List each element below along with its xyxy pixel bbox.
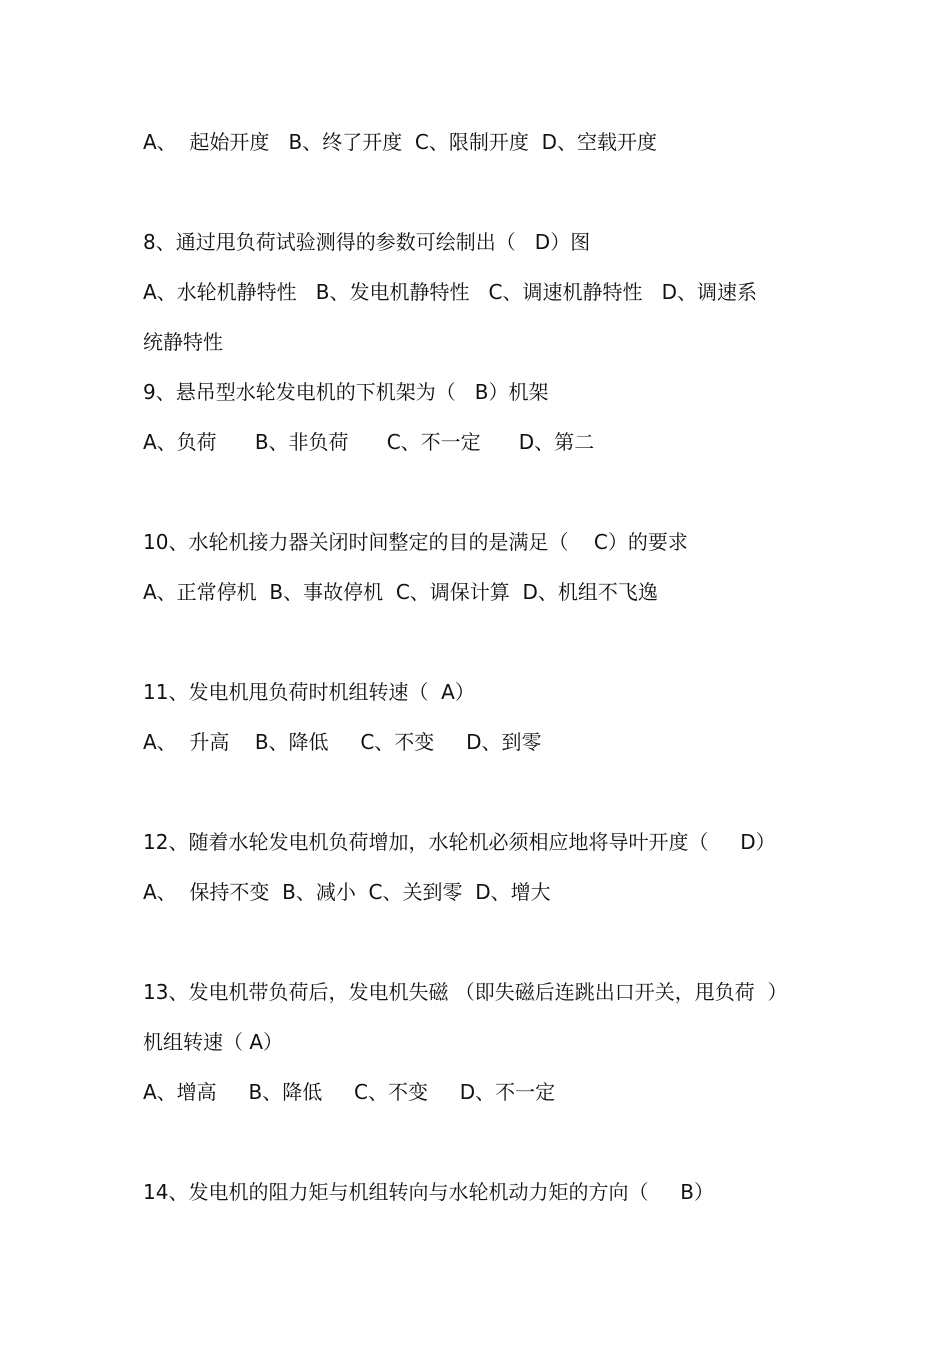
q9-options: A、负荷 B、非负荷 C、不一定 D、第二 bbox=[143, 430, 595, 454]
q9-question: 9、悬吊型水轮发电机的下机架为（ B）机架 bbox=[143, 380, 549, 404]
q8-options: A、水轮机静特性 B、发电机静特性 C、调速机静特性 D、调速系 bbox=[143, 280, 757, 304]
q13-question-continued: 机组转速（ A） bbox=[143, 1030, 284, 1054]
q10-options: A、正常停机 B、事故停机 C、调保计算 D、机组不飞逸 bbox=[143, 580, 658, 604]
q7-options: A、 起始开度 B、终了开度 C、限制开度 D、空载开度 bbox=[143, 130, 657, 154]
q11-options: A、 升高 B、降低 C、不变 D、到零 bbox=[143, 730, 542, 754]
q12-options: A、 保持不变 B、减小 C、关到零 D、增大 bbox=[143, 880, 551, 904]
q14-question: 14、发电机的阻力矩与机组转向与水轮机动力矩的方向（ B） bbox=[143, 1180, 714, 1204]
q10-question: 10、水轮机接力器关闭时间整定的目的是满足（ C）的要求 bbox=[143, 530, 688, 554]
q11-question: 11、发电机甩负荷时机组转速（ A） bbox=[143, 680, 475, 704]
q13-options: A、增高 B、降低 C、不变 D、不一定 bbox=[143, 1080, 556, 1104]
q13-question: 13、发电机带负荷后，发电机失磁 （即失磁后连跳出口开关，甩负荷 ） bbox=[143, 980, 788, 1004]
q12-question: 12、随着水轮发电机负荷增加，水轮机必须相应地将导叶开度（ D） bbox=[143, 830, 776, 854]
q8-options-continued: 统静特性 bbox=[143, 330, 223, 354]
q8-question: 8、通过甩负荷试验测得的参数可绘制出（ D）图 bbox=[143, 230, 591, 254]
